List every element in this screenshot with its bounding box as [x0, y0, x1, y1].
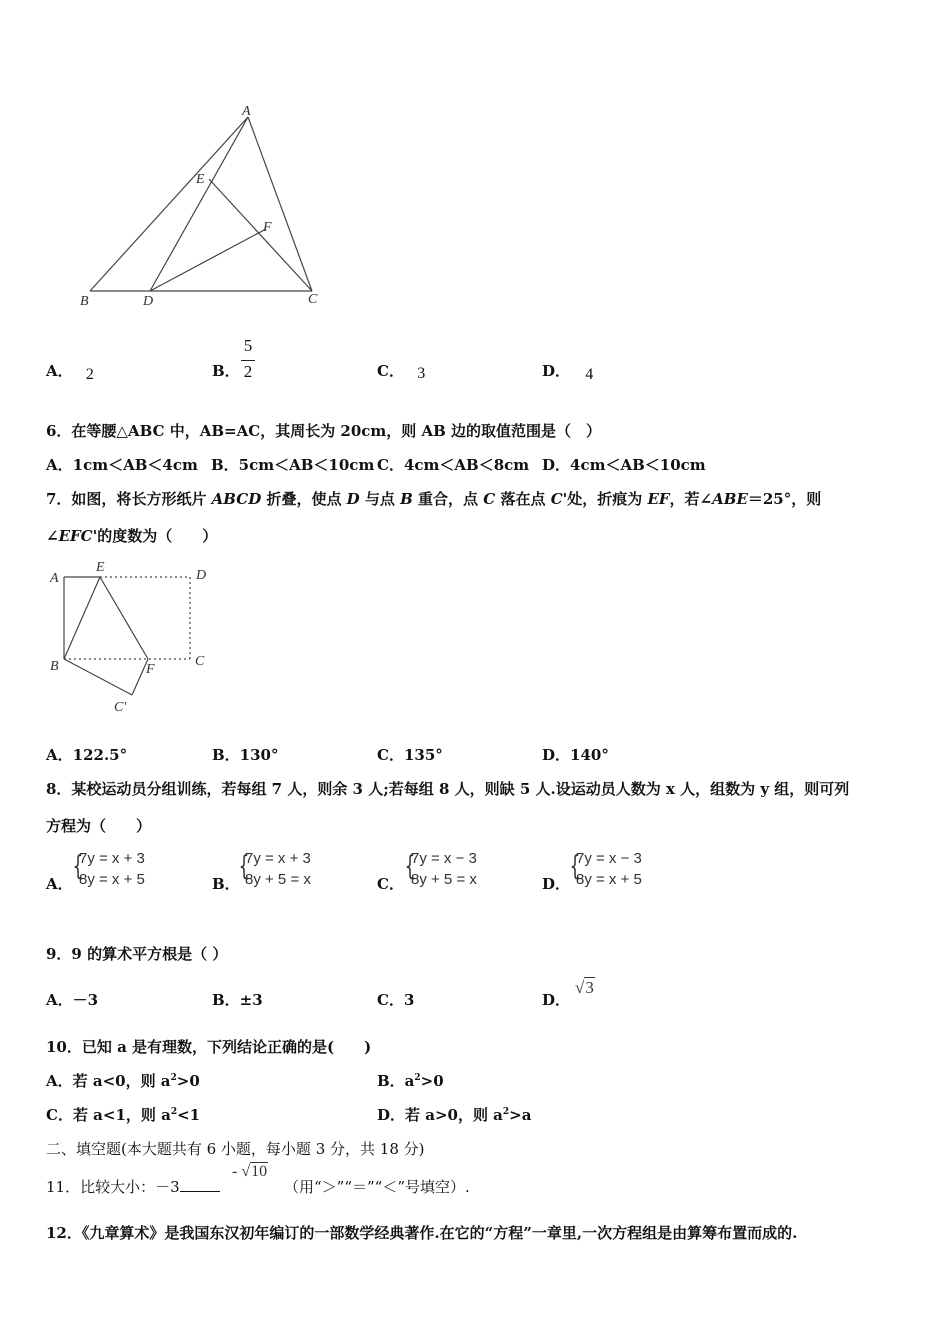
- q12-stem: 12．《九章算术》是我国东汉初年编订的一部数学经典著作.在它的“方程”一章里,一次方程组是由算筹布置而成的.: [46, 1224, 798, 1242]
- q8-option-b-eq1: 7y = x + 3: [245, 850, 311, 867]
- q5-option-c[interactable]: C． 3: [377, 362, 426, 382]
- q5-option-a[interactable]: A． 2: [46, 362, 94, 383]
- label-E: E: [96, 560, 105, 575]
- triangle-figure-q5: [70, 95, 340, 320]
- q11-stem: 11．比较大小：－3: [46, 1176, 220, 1197]
- label-C-prime: C': [114, 700, 127, 715]
- label-B: B: [50, 659, 59, 674]
- q9-stem: 9．9 的算术平方根是（ ）: [46, 945, 228, 963]
- q8-option-c-letter[interactable]: C．: [377, 875, 404, 893]
- label-A: A: [242, 104, 251, 119]
- q8-option-a-eq2: 8y = x + 5: [79, 871, 145, 888]
- sqrt-radicand: 10: [251, 1163, 268, 1180]
- q8-option-d-eq2: 8y = x + 5: [576, 871, 642, 888]
- brace-icon: {: [72, 849, 84, 882]
- q9-option-a[interactable]: A．－3: [46, 991, 99, 1009]
- q11-instruction: （用“＞”“＝”“＜”号填空）.: [284, 1178, 470, 1196]
- label-C: C: [308, 292, 318, 307]
- q6-stem: 6．在等腰△ABC 中，AB=AC，其周长为 20cm，则 AB 边的取值范围是（ ）: [46, 422, 602, 440]
- q6-option-a[interactable]: A．1cm＜AB＜4cm: [46, 456, 198, 474]
- q8-option-d-eq1: 7y = x − 3: [576, 850, 642, 867]
- q8-option-a-eq1: 7y = x + 3: [79, 850, 145, 867]
- q8-option-d-letter[interactable]: D．: [542, 875, 571, 893]
- q8-option-b-eq2: 8y + 5 = x: [245, 871, 311, 888]
- q8-option-c-eq2: 8y + 5 = x: [411, 871, 477, 888]
- sqrt-radicand: 3: [585, 978, 594, 997]
- q5-option-b-fraction-bar: [241, 360, 255, 361]
- label-F: F: [146, 662, 155, 677]
- q9-option-d[interactable]: D．: [542, 991, 571, 1009]
- label-D: D: [196, 568, 207, 583]
- q7-option-b[interactable]: B．130°: [212, 746, 279, 764]
- label-C: C: [195, 654, 205, 669]
- q6-option-c[interactable]: C．4cm＜AB＜8cm: [377, 456, 530, 474]
- q10-stem: 10．已知 a 是有理数，下列结论正确的是( ): [46, 1038, 372, 1056]
- q11-neg-sqrt: - √10: [232, 1163, 268, 1180]
- q6-option-b[interactable]: B．5cm＜AB＜10cm: [211, 456, 375, 474]
- brace-icon: {: [404, 849, 416, 882]
- q8-option-a-letter[interactable]: A．: [46, 875, 73, 893]
- q8-stem-line2: 方程为（ ）: [46, 817, 152, 835]
- brace-icon: {: [238, 849, 250, 882]
- answer-blank[interactable]: [180, 1191, 220, 1192]
- q10-option-b[interactable]: B．$a^2>0$: [377, 1072, 444, 1090]
- brace-icon: {: [569, 849, 581, 882]
- q7-option-d[interactable]: D．140°: [542, 746, 609, 764]
- q5-option-b-letter[interactable]: B．: [212, 362, 240, 380]
- q10-option-c[interactable]: C．若 a<1，则 $a^2<1$: [46, 1106, 201, 1124]
- label-F: F: [263, 220, 272, 235]
- label-A: A: [50, 571, 59, 586]
- rectangle-fold-figure-q7: [44, 555, 224, 720]
- q5-option-b-numerator: 5: [243, 336, 253, 355]
- label-D: D: [143, 294, 154, 309]
- section-heading-fill-in: 二、填空题(本大题共有 6 小题，每小题 3 分，共 18 分): [46, 1140, 425, 1158]
- q10-option-d[interactable]: D．若 a>0，则 $a^2>a$: [377, 1106, 532, 1124]
- label-E: E: [196, 172, 205, 187]
- q9-option-b[interactable]: B．±3: [212, 991, 263, 1009]
- q5-option-d[interactable]: D． 4: [542, 362, 594, 383]
- q9-option-d-sqrt: √3: [575, 978, 594, 997]
- q8-option-c-eq1: 7y = x − 3: [411, 850, 477, 867]
- q7-option-a[interactable]: A．122.5°: [46, 746, 128, 764]
- label-B: B: [80, 294, 89, 309]
- q8-option-b-letter[interactable]: B．: [212, 875, 240, 893]
- q7-stem-line2: ∠EFC'的度数为（ ）: [46, 527, 218, 545]
- q9-option-c[interactable]: C．3: [377, 991, 415, 1009]
- q7-stem-line1: 7．如图，将长方形纸片 ABCD 折叠，使点 D 与点 B 重合，点 C 落在点 C'处，折痕为 EF，若∠ABE＝25°，则: [46, 490, 822, 508]
- q8-stem-line1: 8．某校运动员分组训练，若每组 7 人，则余 3 人;若每组 8 人，则缺 5 人.设运动员人数为 x 人，组数为 y 组，则可列: [46, 780, 850, 798]
- q10-option-a[interactable]: A．若 a<0，则 $a^2>0$: [46, 1072, 200, 1090]
- q7-option-c[interactable]: C．135°: [377, 746, 443, 764]
- q6-option-d[interactable]: D．4cm＜AB＜10cm: [542, 456, 706, 474]
- q5-option-b-denominator: 2: [243, 362, 253, 381]
